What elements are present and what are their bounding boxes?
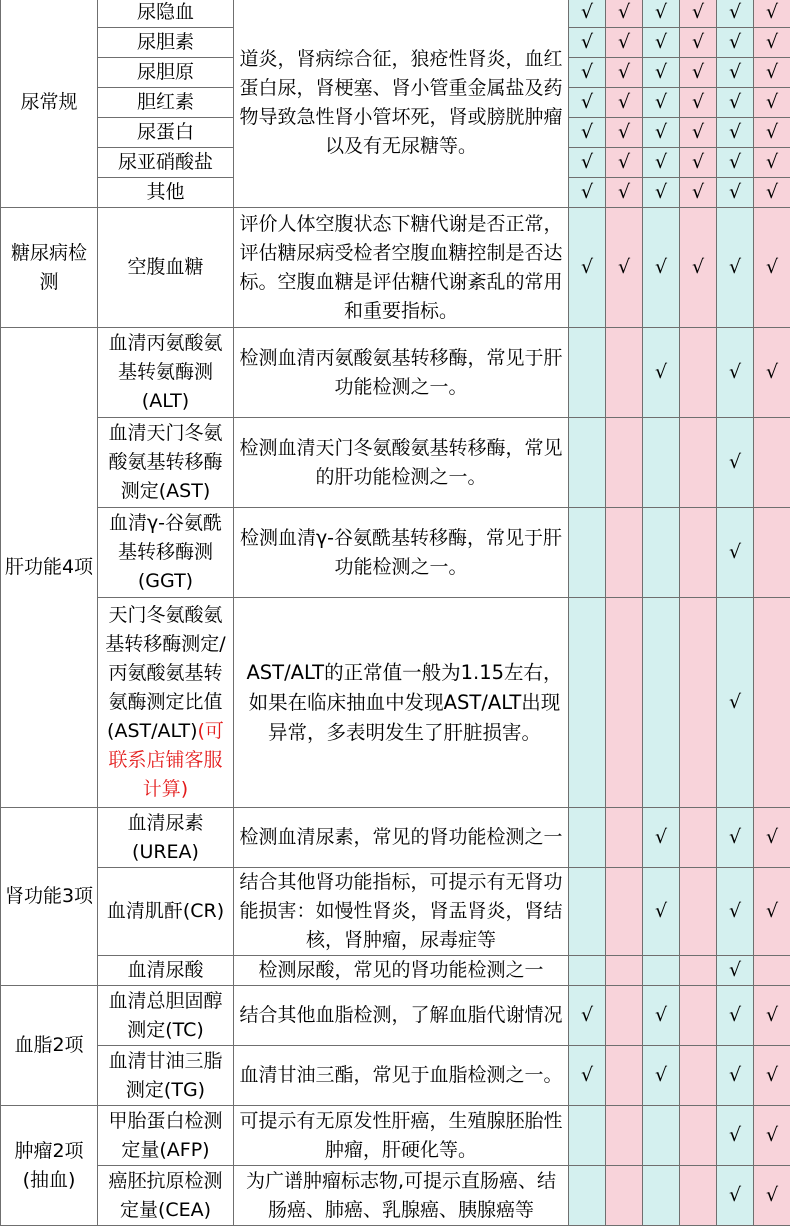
category-cell: 肝功能4项 [1, 328, 98, 808]
table-row [1, 598, 790, 808]
checkmark: √ [580, 256, 594, 278]
checkmark: √ [765, 900, 779, 922]
check-cell [754, 868, 790, 956]
checkmark: √ [654, 91, 668, 113]
checkmark: √ [654, 1, 668, 23]
check-cell [680, 1106, 717, 1166]
category-cell: 肿瘤2项(抽血) [1, 1106, 98, 1226]
check-cell [680, 58, 717, 88]
description-cell: 结合其他血脂检测，了解血脂代谢情况 [234, 986, 569, 1046]
table-row [1, 868, 790, 956]
checkmark: √ [728, 826, 742, 848]
check-cell [717, 986, 754, 1046]
checkmark: √ [765, 826, 779, 848]
check-cell [754, 28, 790, 58]
check-cell [643, 328, 680, 418]
item-name-cell [98, 808, 234, 868]
checkmark: √ [654, 1064, 668, 1086]
check-cell [569, 0, 606, 28]
checkmark: √ [617, 1, 631, 23]
item-name-cell [98, 598, 234, 808]
item-name: 尿隐血 [136, 1, 194, 23]
check-cell [680, 956, 717, 986]
check-cell [717, 508, 754, 598]
checkmark: √ [728, 1, 742, 23]
check-cell [643, 986, 680, 1046]
item-name: 血清总胆固醇测定(TC) [108, 989, 223, 1041]
check-cell [717, 208, 754, 328]
table-row [1, 1046, 790, 1106]
check-cell [754, 0, 790, 28]
check-cell [606, 1046, 643, 1106]
item-name: 血清γ-谷氨酰基转移酶测(GGT) [108, 512, 223, 592]
check-cell [754, 1166, 790, 1226]
table-row [1, 0, 790, 28]
checkmark: √ [654, 31, 668, 53]
check-cell [569, 208, 606, 328]
description-cell: 道炎，肾病综合征，狼疮性肾炎，血红蛋白尿，肾梗塞、肾小管重金属盐及药物导致急性肾小管坏死，肾或膀胱肿瘤以及有无尿糖等。 [234, 0, 569, 208]
checkmark: √ [691, 181, 705, 203]
check-cell [569, 956, 606, 986]
item-name: 血清甘油三脂测定(TG) [108, 1049, 223, 1101]
check-cell [643, 208, 680, 328]
check-cell [680, 1046, 717, 1106]
description-cell: 检测血清天门冬氨酸氨基转移酶，常见的肝功能检测之一。 [234, 418, 569, 508]
check-cell [643, 58, 680, 88]
check-cell [717, 598, 754, 808]
category-cell: 尿常规 [1, 0, 98, 208]
check-cell [717, 956, 754, 986]
checkmark: √ [691, 121, 705, 143]
checkmark: √ [728, 61, 742, 83]
check-cell [717, 118, 754, 148]
check-cell [606, 1106, 643, 1166]
category-cell: 糖尿病检测 [1, 208, 98, 328]
check-cell [606, 208, 643, 328]
checkmark: √ [728, 1184, 742, 1206]
checkmark: √ [765, 31, 779, 53]
description-cell: 检测血清丙氨酸氨基转移酶，常见于肝功能检测之一。 [234, 328, 569, 418]
checkmark: √ [728, 541, 742, 563]
check-cell [569, 868, 606, 956]
table-row [1, 328, 790, 418]
check-cell [643, 0, 680, 28]
checkmark: √ [728, 959, 742, 981]
check-cell [717, 1046, 754, 1106]
check-cell [754, 328, 790, 418]
item-name-cell [98, 28, 234, 58]
check-cell [643, 148, 680, 178]
check-cell [643, 28, 680, 58]
checkmark: √ [765, 61, 779, 83]
check-cell [680, 208, 717, 328]
check-cell [680, 418, 717, 508]
checkmark: √ [580, 91, 594, 113]
table-row [1, 208, 790, 328]
check-cell [569, 1166, 606, 1226]
description-cell: 为广谱肿瘤标志物,可提示直肠癌、结肠癌、肺癌、乳腺癌、胰腺癌等 [234, 1166, 569, 1226]
check-cell [643, 508, 680, 598]
checkmark: √ [728, 121, 742, 143]
check-cell [754, 1106, 790, 1166]
table-row [1, 1166, 790, 1226]
description-cell: AST/ALT的正常值一般为1.15左右，如果在临床抽血中发现AST/ALT出现异常，多表明发生了肝脏损害。 [234, 598, 569, 808]
check-cell [643, 1046, 680, 1106]
checkmark: √ [580, 121, 594, 143]
item-name: 空腹血糖 [127, 256, 204, 278]
checkmark: √ [728, 91, 742, 113]
checkmark: √ [765, 256, 779, 278]
checkmark: √ [654, 1004, 668, 1026]
check-cell [643, 118, 680, 148]
checkmark: √ [691, 61, 705, 83]
check-cell [569, 328, 606, 418]
check-cell [643, 868, 680, 956]
item-name-cell [98, 148, 234, 178]
checkmark: √ [617, 91, 631, 113]
check-cell [680, 178, 717, 208]
item-name-cell [98, 508, 234, 598]
checkmark: √ [691, 256, 705, 278]
item-name-cell [98, 118, 234, 148]
checkmark: √ [728, 1124, 742, 1146]
check-cell [569, 28, 606, 58]
checkmark: √ [580, 1004, 594, 1026]
check-cell [569, 118, 606, 148]
table-row [1, 1106, 790, 1166]
check-cell [606, 508, 643, 598]
item-name: 尿胆原 [136, 61, 194, 83]
item-name: 其他 [146, 181, 185, 203]
item-name: 天门冬氨酸氨基转移酶测定/丙氨酸氨基转氨酶测定比值(AST/ALT) [105, 604, 226, 742]
checkmark: √ [765, 1184, 779, 1206]
check-cell [606, 118, 643, 148]
checkmark: √ [765, 91, 779, 113]
check-cell [680, 868, 717, 956]
description-cell: 可提示有无原发性肝癌，生殖腺胚胎性肿瘤，肝硬化等。 [234, 1106, 569, 1166]
checkmark: √ [765, 181, 779, 203]
item-name: 癌胚抗原检测定量(CEA) [108, 1169, 223, 1221]
check-cell [754, 956, 790, 986]
check-cell [569, 418, 606, 508]
check-cell [569, 808, 606, 868]
description-cell: 检测尿酸，常见的肾功能检测之一 [234, 956, 569, 986]
check-cell [717, 58, 754, 88]
checkmark: √ [728, 691, 742, 713]
checkmark: √ [654, 181, 668, 203]
description-cell: 检测血清尿素，常见的肾功能检测之一 [234, 808, 569, 868]
check-cell [680, 808, 717, 868]
checkmark: √ [728, 1004, 742, 1026]
checkmark: √ [580, 151, 594, 173]
item-name-cell [98, 58, 234, 88]
check-cell [606, 328, 643, 418]
item-name: 血清丙氨酸氨基转氨酶测(ALT) [108, 332, 223, 412]
checkmark: √ [654, 61, 668, 83]
checkmark: √ [617, 61, 631, 83]
item-name-cell [98, 1106, 234, 1166]
check-cell [606, 148, 643, 178]
check-cell [643, 1106, 680, 1166]
check-cell [569, 598, 606, 808]
check-cell [680, 328, 717, 418]
checkmark: √ [728, 256, 742, 278]
item-name: 血清天门冬氨酸氨基转移酶测定(AST) [108, 422, 223, 502]
check-cell [680, 148, 717, 178]
checkmark: √ [617, 121, 631, 143]
check-cell [754, 418, 790, 508]
item-name-cell [98, 328, 234, 418]
check-cell [569, 148, 606, 178]
check-cell [717, 1106, 754, 1166]
item-name-cell [98, 868, 234, 956]
check-cell [754, 148, 790, 178]
checkmark: √ [654, 826, 668, 848]
check-cell [606, 1166, 643, 1226]
check-cell [717, 28, 754, 58]
checkmark: √ [617, 256, 631, 278]
description-cell: 评价人体空腹状态下糖代谢是否正常，评估糖尿病受检者空腹血糖控制是否达标。空腹血糖是评估糖代谢紊乱的常用和重要指标。 [234, 208, 569, 328]
checkmark: √ [617, 181, 631, 203]
item-name-cell [98, 208, 234, 328]
table-row [1, 418, 790, 508]
check-cell [754, 986, 790, 1046]
checkmark: √ [617, 31, 631, 53]
category-cell: 肾功能3项 [1, 808, 98, 986]
check-cell [680, 28, 717, 58]
table-row [1, 956, 790, 986]
checkmark: √ [765, 1, 779, 23]
check-cell [717, 868, 754, 956]
checkmark: √ [691, 151, 705, 173]
check-cell [606, 88, 643, 118]
check-cell [643, 598, 680, 808]
checkmark: √ [654, 256, 668, 278]
checkmark: √ [580, 1, 594, 23]
description-cell: 血清甘油三酯，常见于血脂检测之一。 [234, 1046, 569, 1106]
check-cell [717, 88, 754, 118]
checkmark: √ [728, 181, 742, 203]
checkmark: √ [691, 91, 705, 113]
check-cell [754, 178, 790, 208]
check-cell [754, 808, 790, 868]
check-cell [680, 118, 717, 148]
check-cell [680, 598, 717, 808]
check-cell [643, 88, 680, 118]
checkmark: √ [580, 181, 594, 203]
checkmark: √ [728, 1064, 742, 1086]
checkmark: √ [728, 151, 742, 173]
check-cell [569, 88, 606, 118]
check-cell [606, 956, 643, 986]
check-cell [717, 148, 754, 178]
table-row [1, 508, 790, 598]
description-cell: 检测血清γ-谷氨酰基转移酶，常见于肝功能检测之一。 [234, 508, 569, 598]
table-row [1, 808, 790, 868]
checkmark: √ [691, 1, 705, 23]
item-name: 血清尿素(UREA) [127, 811, 204, 863]
description-cell: 结合其他肾功能指标，可提示有无肾功能损害：如慢性肾炎，肾盂肾炎，肾结核，肾肿瘤，尿毒症等 [234, 868, 569, 956]
check-cell [569, 178, 606, 208]
check-cell [569, 986, 606, 1046]
checkmark: √ [617, 151, 631, 173]
checkmark: √ [765, 1124, 779, 1146]
item-name: 血清肌酐(CR) [106, 900, 225, 922]
check-cell [754, 1046, 790, 1106]
item-name-cell [98, 956, 234, 986]
check-cell [717, 808, 754, 868]
checkmark: √ [691, 31, 705, 53]
checkmark: √ [654, 900, 668, 922]
checkmark: √ [654, 151, 668, 173]
checkmark: √ [580, 31, 594, 53]
check-cell [643, 956, 680, 986]
item-name-cell [98, 178, 234, 208]
checkmark: √ [765, 1004, 779, 1026]
category-cell: 血脂2项 [1, 986, 98, 1106]
item-name: 胆红素 [136, 91, 194, 113]
check-cell [606, 598, 643, 808]
checkmark: √ [580, 61, 594, 83]
check-cell [717, 0, 754, 28]
item-note: (可联系店铺客服计算) [108, 720, 224, 800]
checkmark: √ [765, 1064, 779, 1086]
checkmark: √ [654, 121, 668, 143]
check-cell [754, 118, 790, 148]
checkmark: √ [728, 361, 742, 383]
check-cell [606, 418, 643, 508]
checkmark: √ [765, 121, 779, 143]
check-cell [606, 58, 643, 88]
check-cell [606, 178, 643, 208]
item-name-cell [98, 1166, 234, 1226]
item-name-cell [98, 0, 234, 28]
item-name-cell [98, 1046, 234, 1106]
item-name: 血清尿酸 [127, 959, 204, 981]
check-cell [643, 808, 680, 868]
check-cell [569, 1106, 606, 1166]
checkmark: √ [728, 900, 742, 922]
check-cell [680, 88, 717, 118]
check-cell [717, 178, 754, 208]
check-cell [680, 0, 717, 28]
checkmark: √ [765, 361, 779, 383]
check-cell [606, 868, 643, 956]
item-name-cell [98, 88, 234, 118]
check-cell [569, 1046, 606, 1106]
check-cell [606, 986, 643, 1046]
item-name-cell [98, 418, 234, 508]
checkmark: √ [765, 151, 779, 173]
check-cell [606, 28, 643, 58]
check-cell [754, 208, 790, 328]
check-cell [717, 418, 754, 508]
checkmark: √ [580, 1064, 594, 1086]
check-cell [754, 508, 790, 598]
check-cell [754, 88, 790, 118]
check-cell [569, 508, 606, 598]
check-cell [754, 58, 790, 88]
item-name: 尿亚硝酸盐 [117, 151, 213, 173]
check-cell [717, 328, 754, 418]
check-cell [680, 508, 717, 598]
item-name-cell [98, 986, 234, 1046]
check-cell [643, 1166, 680, 1226]
checkmark: √ [728, 451, 742, 473]
check-cell [680, 1166, 717, 1226]
check-cell [643, 418, 680, 508]
checkmark: √ [654, 361, 668, 383]
check-cell [606, 808, 643, 868]
table-row [1, 986, 790, 1046]
check-cell [680, 986, 717, 1046]
check-cell [717, 1166, 754, 1226]
check-cell [606, 0, 643, 28]
item-name: 尿蛋白 [136, 121, 194, 143]
check-cell [643, 178, 680, 208]
item-name: 甲胎蛋白检测定量(AFP) [108, 1109, 223, 1161]
check-cell [754, 598, 790, 808]
item-name: 尿胆素 [136, 31, 194, 53]
check-cell [569, 58, 606, 88]
checkmark: √ [728, 31, 742, 53]
